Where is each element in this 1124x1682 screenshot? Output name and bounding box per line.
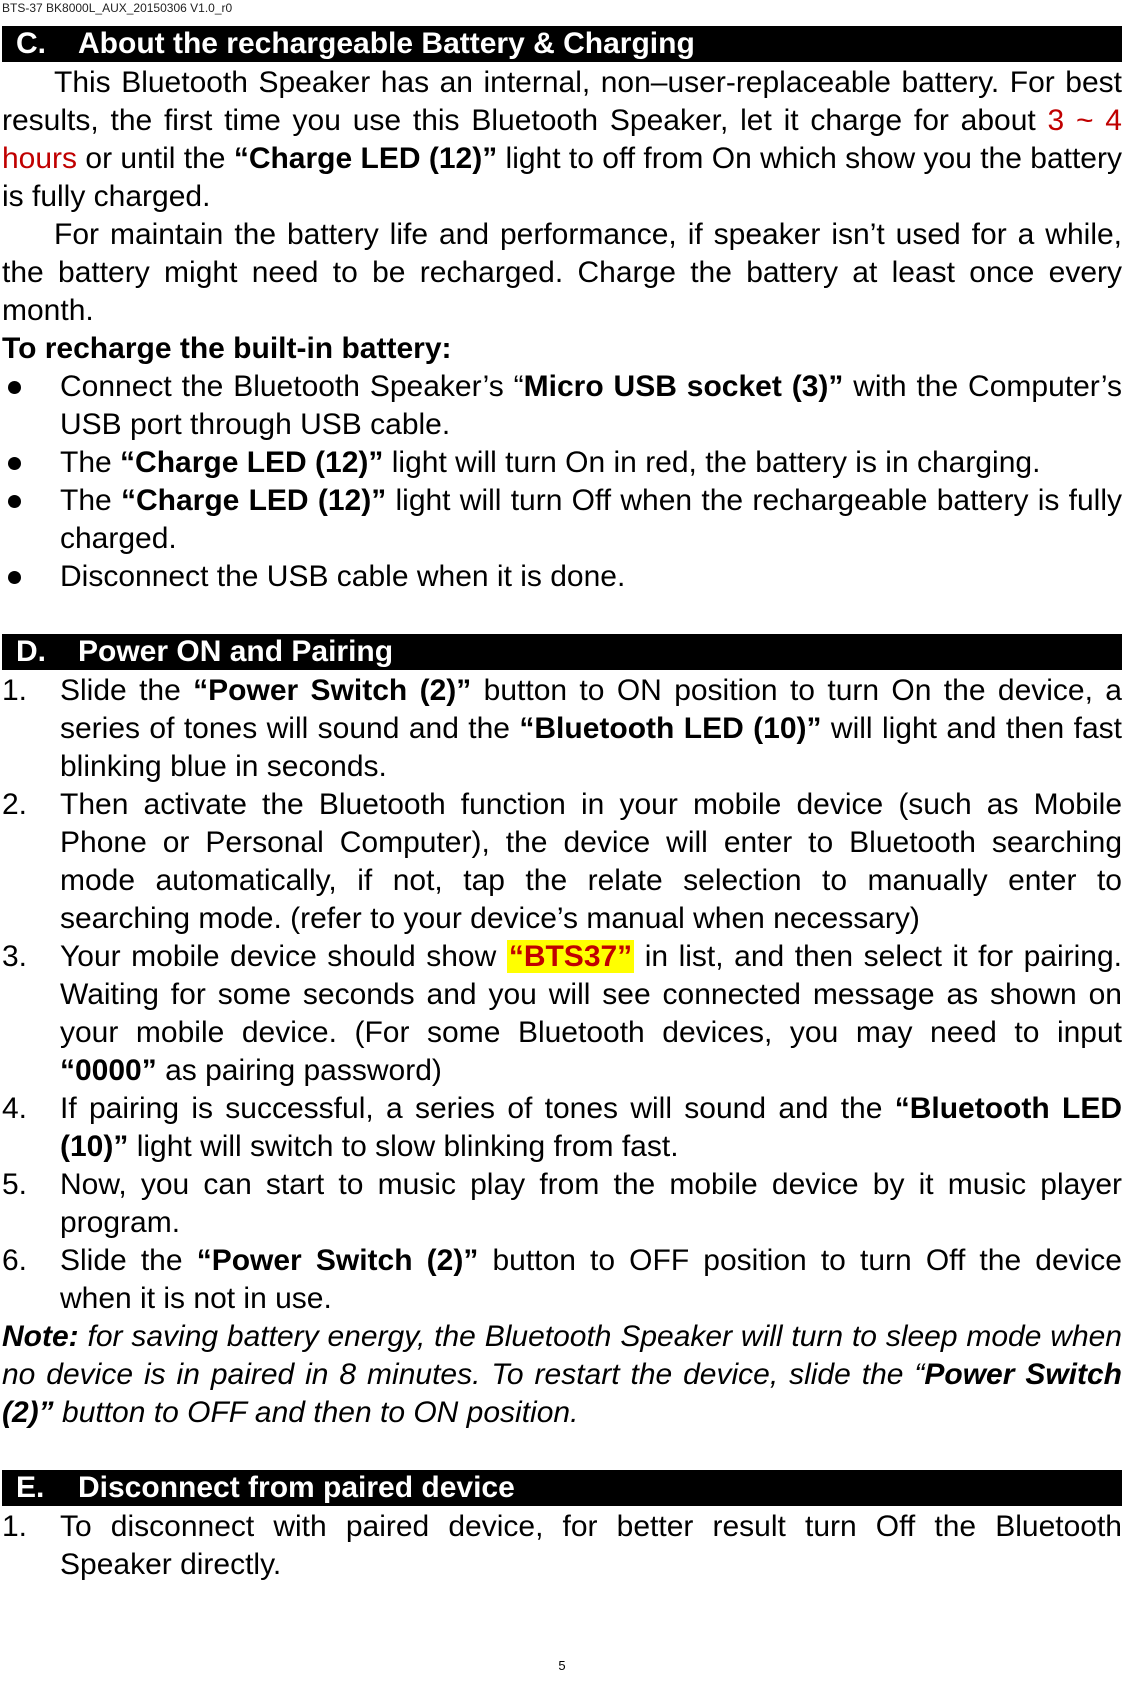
sleep-mode-note: Note: for saving battery energy, the Bluetooth Speaker will turn to sleep mode when no device is in paired in 8 minutes. To restart the device, slide the “Power Switch (2)” button to OFF and then to ON position. — [2, 1320, 1122, 1429]
section-d-title: Power ON and Pairing — [78, 635, 394, 668]
charge-hours: 3 ~ 4 hours — [2, 104, 1122, 175]
battery-paragraph-1: This Bluetooth Speaker has an internal, non–user-replaceable battery. For best results, the first time you use this Bluetooth Speaker, let it charge for about 3 ~ 4 hours or until the “Charge LED (12)” light to off from On which show you the battery is fully charged. — [2, 66, 1122, 213]
charge-led-ref: “Charge LED (12)” — [233, 142, 498, 175]
bullet-icon — [8, 571, 21, 584]
list-item: 2. Then activate the Bluetooth function in your mobile device (such as Mobile Phone or Personal Computer), the device will enter to Bluetooth searching mode automatically, if not, tap the relate selection to manually enter to searching mode. (refer to your device’s manual when necessary) — [2, 788, 1122, 935]
disconnect-steps-list — [2, 1508, 1122, 1584]
pairing-steps-list — [2, 672, 1122, 1318]
page-number: 5 — [558, 1658, 566, 1673]
list-item: 1. To disconnect with paired device, for better result turn Off the Bluetooth Speaker directly. — [2, 1510, 1122, 1581]
recharge-subheading: To recharge the built-in battery: — [2, 332, 452, 365]
list-item: 4. If pairing is successful, a series of tones will sound and the “Bluetooth LED (10)” light will switch to slow blinking from fast. — [2, 1092, 1122, 1163]
pairing-code: “0000” — [60, 1054, 157, 1087]
document-id: BTS-37 BK8000L_AUX_20150306 V1.0_r0 — [2, 1, 233, 15]
list-item: The “Charge LED (12)” light will turn Off when the rechargeable battery is fully charged. — [2, 482, 1122, 558]
section-d-header — [2, 634, 1122, 670]
section-c-letter: C. — [16, 27, 46, 60]
bullet-icon — [8, 495, 21, 508]
list-item: 5. Now, you can start to music play from the mobile device by it music player program. — [2, 1168, 1122, 1239]
section-e-header — [2, 1470, 1122, 1506]
list-item: The “Charge LED (12)” light will turn On in red, the battery is in charging. — [2, 444, 1122, 482]
list-item: 1. Slide the “Power Switch (2)” button to ON position to turn On the device, a series of tones will sound and the “Bluetooth LED (10)” will light and then fast blinking blue in seconds. — [2, 674, 1122, 783]
battery-paragraph-2: For maintain the battery life and performance, if speaker isn’t used for a while, the battery might need to be recharged. Charge the battery at least once every month. — [2, 218, 1122, 327]
list-item: Disconnect the USB cable when it is done. — [2, 558, 1122, 596]
section-e-letter: E. — [16, 1471, 45, 1504]
page-content — [2, 26, 1122, 1584]
bullet-icon — [8, 381, 21, 394]
recharge-steps-list — [2, 368, 1122, 596]
bullet-icon — [8, 457, 21, 470]
section-e-title: Disconnect from paired device — [78, 1471, 515, 1504]
section-d-letter: D. — [16, 635, 46, 668]
list-item: Connect the Bluetooth Speaker’s “Micro USB socket (3)” with the Computer’s USB port through USB cable. — [2, 368, 1122, 444]
section-c-title: About the rechargeable Battery & Charging — [78, 27, 695, 60]
list-item: 6. Slide the “Power Switch (2)” button to OFF position to turn Off the device when it is not in use. — [2, 1244, 1122, 1315]
list-item: 3. Your mobile device should show “BTS37” in list, and then select it for pairing. Waiting for some seconds and you will see connected message as shown on your mobile device. (For some Bluetooth devices, you may need to input “0000” as pairing password) — [2, 940, 1122, 1087]
device-name-highlight: “BTS37” — [508, 940, 633, 973]
section-c-header — [2, 26, 1122, 62]
